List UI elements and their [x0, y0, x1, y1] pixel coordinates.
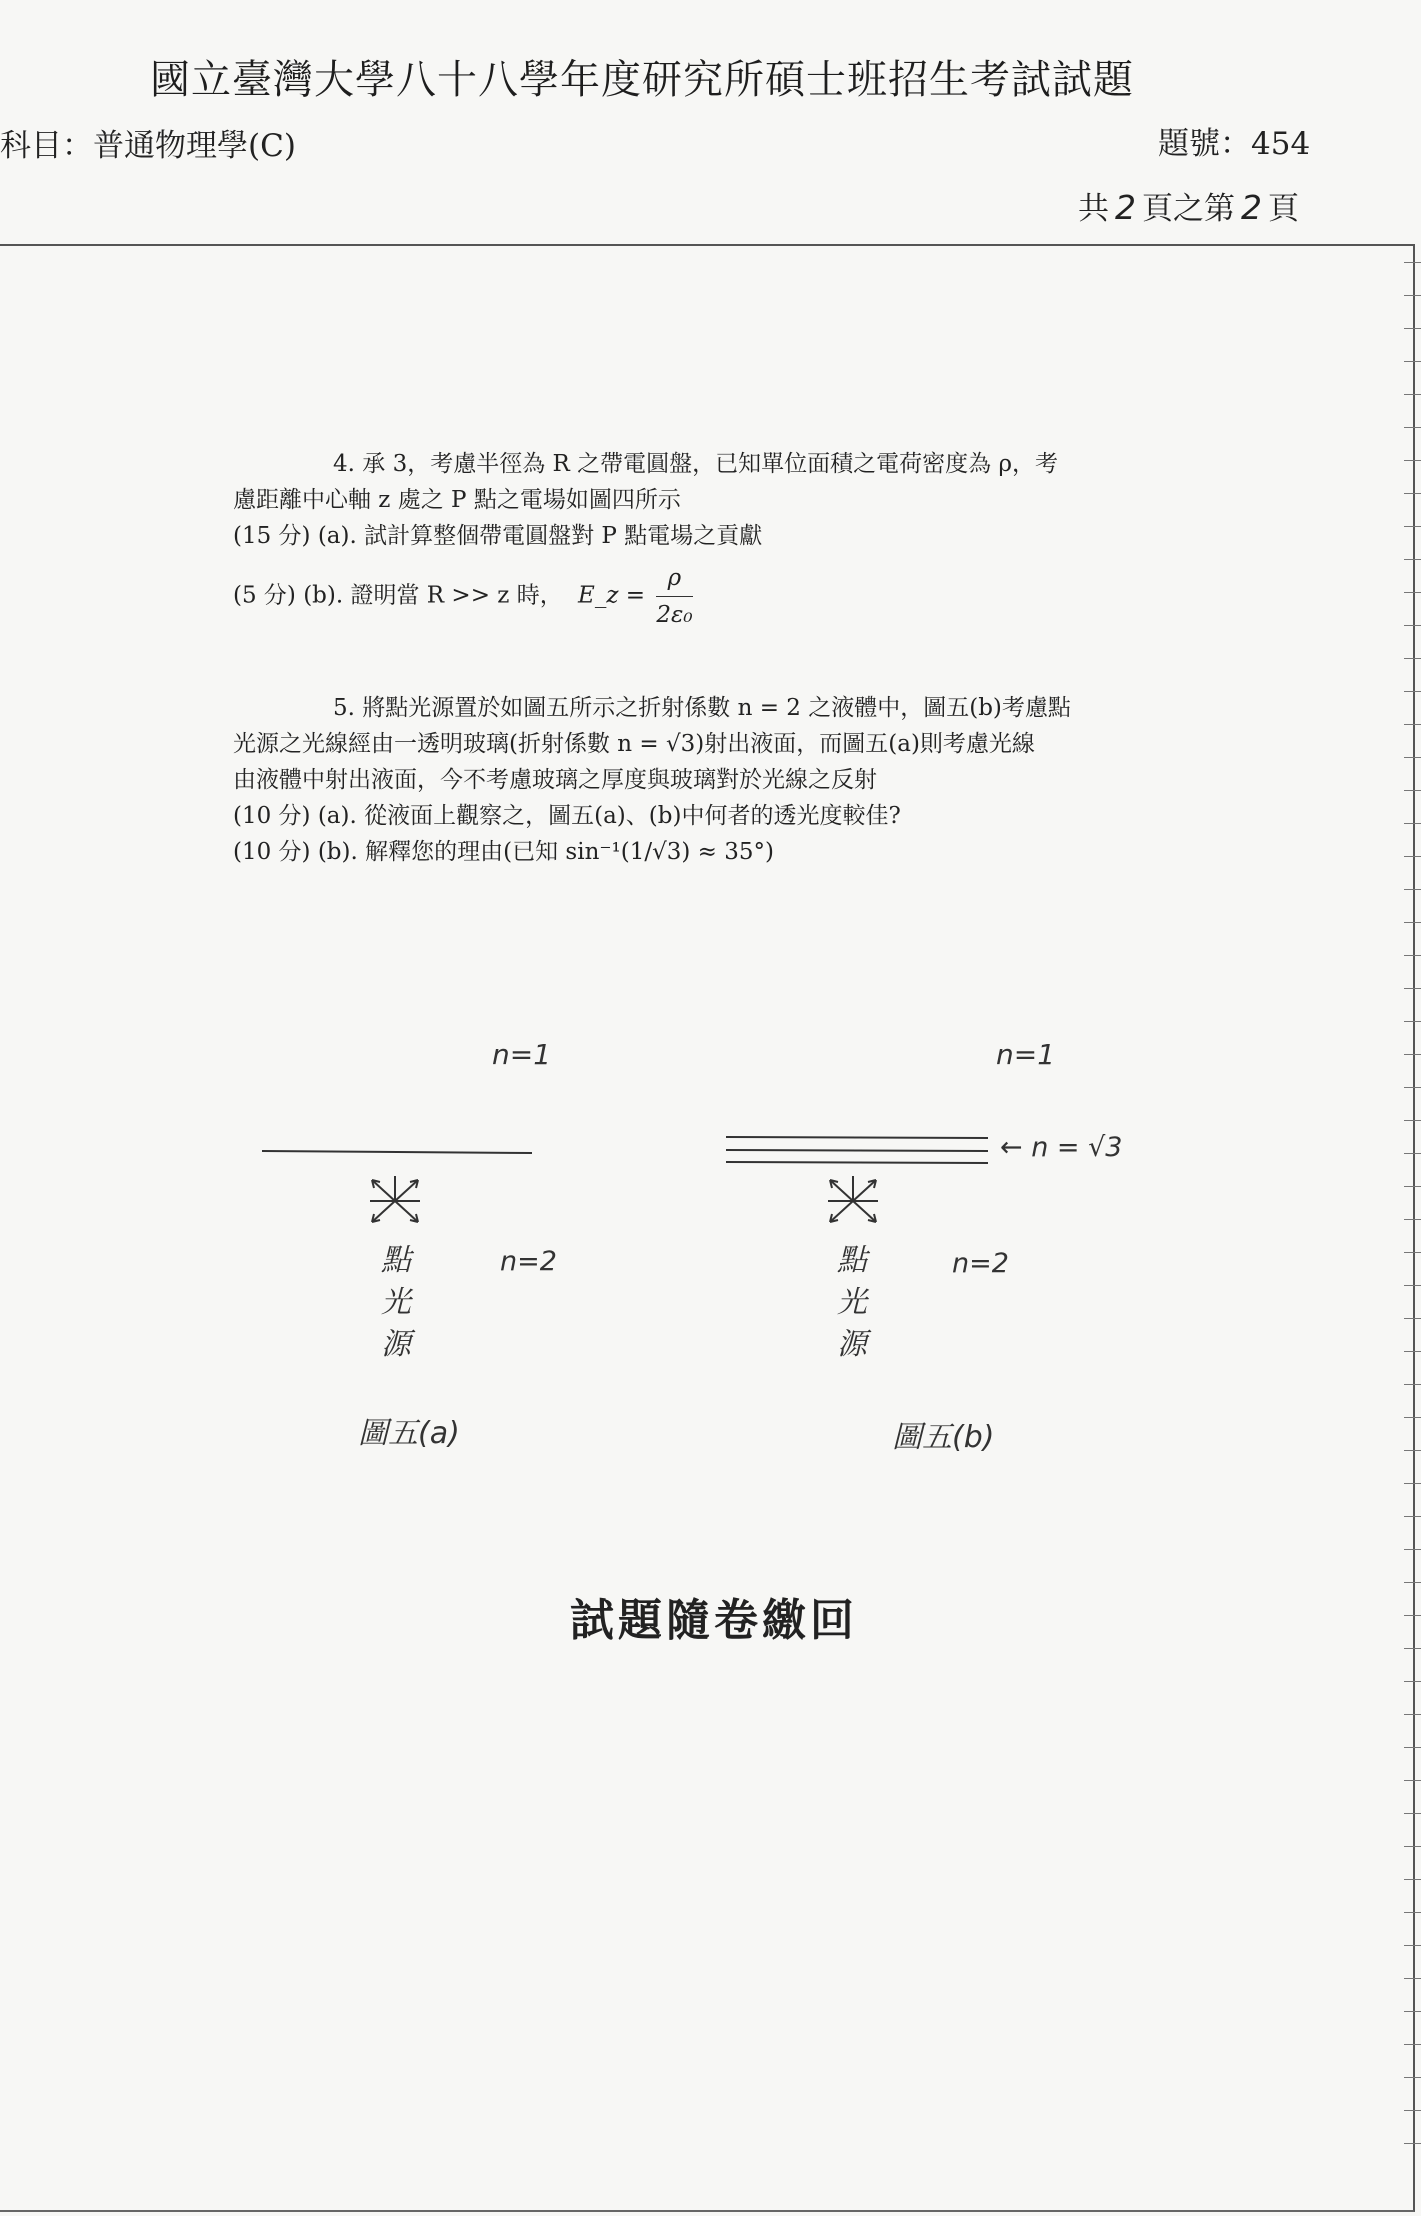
q4-part-a: (15 分) (a). 試計算整個帶電圓盤對 P 點電場之貢獻 [233, 523, 763, 549]
formula-denominator: 2ε₀ [656, 602, 693, 628]
glass-bottom-line [726, 1162, 988, 1163]
subject-label: 科目：普通物理學(C) [0, 128, 296, 164]
question-number: 題號：454 [1158, 126, 1311, 162]
figure-5a [262, 1151, 532, 1222]
q5-part-b: (10 分) (b). 解釋您的理由(已知 sin⁻¹(1/√3) ≈ 35°) [233, 839, 774, 865]
page-prefix: 共 [1078, 191, 1109, 227]
formula-numerator: ρ [656, 560, 692, 597]
glass-top-line [726, 1137, 988, 1138]
glass-mid-line [726, 1150, 988, 1151]
fig-b-n-top: n=1 [996, 1038, 1056, 1071]
point-source-icon [370, 1176, 420, 1222]
fig-a-source-char-1: 點 [381, 1243, 411, 1278]
fig-b-n-glass: ← n = √3 [1000, 1132, 1123, 1163]
fig-b-source-char-1: 點 [837, 1243, 867, 1278]
liquid-surface-line [262, 1151, 532, 1153]
q5-line3: 由液體中射出液面，今不考慮玻璃之厚度與玻璃對於光線之反射 [233, 767, 877, 793]
page-mid: 頁之第 [1142, 191, 1235, 227]
fig-b-n-bottom: n=2 [952, 1248, 1009, 1279]
fig-b-source-char-2: 光 [837, 1285, 867, 1320]
fig-b-source-label [828, 1240, 876, 1366]
fig-b-caption: 圖五(b) [892, 1420, 995, 1455]
q4-line1: 4. 承 3，考慮半徑為 R 之帶電圓盤，已知單位面積之電荷密度為 ρ，考 [333, 451, 1058, 477]
q5-line2: 光源之光線經由一透明玻璃(折射係數 n = √3)射出液面，而圖五(a)則考慮光線 [233, 731, 1035, 757]
q5-line1: 5. 將點光源置於如圖五所示之折射係數 n = 2 之液體中，圖五(b)考慮點 [333, 695, 1071, 721]
fig-a-source-char-3: 源 [381, 1327, 411, 1362]
fig-a-caption: 圖五(a) [358, 1416, 460, 1451]
fig-a-n-top: n=1 [492, 1038, 552, 1071]
fig-a-n-bottom: n=2 [500, 1246, 557, 1277]
q4-part-b-text: (5 分) (b). 證明當 R >> z 時， [233, 582, 563, 609]
page-suffix: 頁 [1268, 191, 1299, 227]
point-source-icon [828, 1176, 878, 1222]
exam-title: 國立臺灣大學八十八學年度研究所碩士班招生考試試題 [150, 57, 1134, 103]
fig-a-source-label [372, 1240, 420, 1366]
page-total: 2 [1115, 188, 1136, 227]
page-current: 2 [1241, 188, 1262, 227]
figure-5b [726, 1137, 988, 1222]
q4-line2: 慮距離中心軸 z 處之 P 點之電場如圖四所示 [233, 487, 681, 513]
fig-b-source-char-3: 源 [837, 1327, 867, 1362]
q5-part-a: (10 分) (a). 從液面上觀察之，圖五(a)、(b)中何者的透光度較佳? [233, 803, 901, 829]
return-notice: 試題隨卷繳回 [570, 1595, 858, 1646]
fig-a-source-char-2: 光 [381, 1285, 411, 1320]
formula-lhs: E_z = [578, 582, 646, 609]
